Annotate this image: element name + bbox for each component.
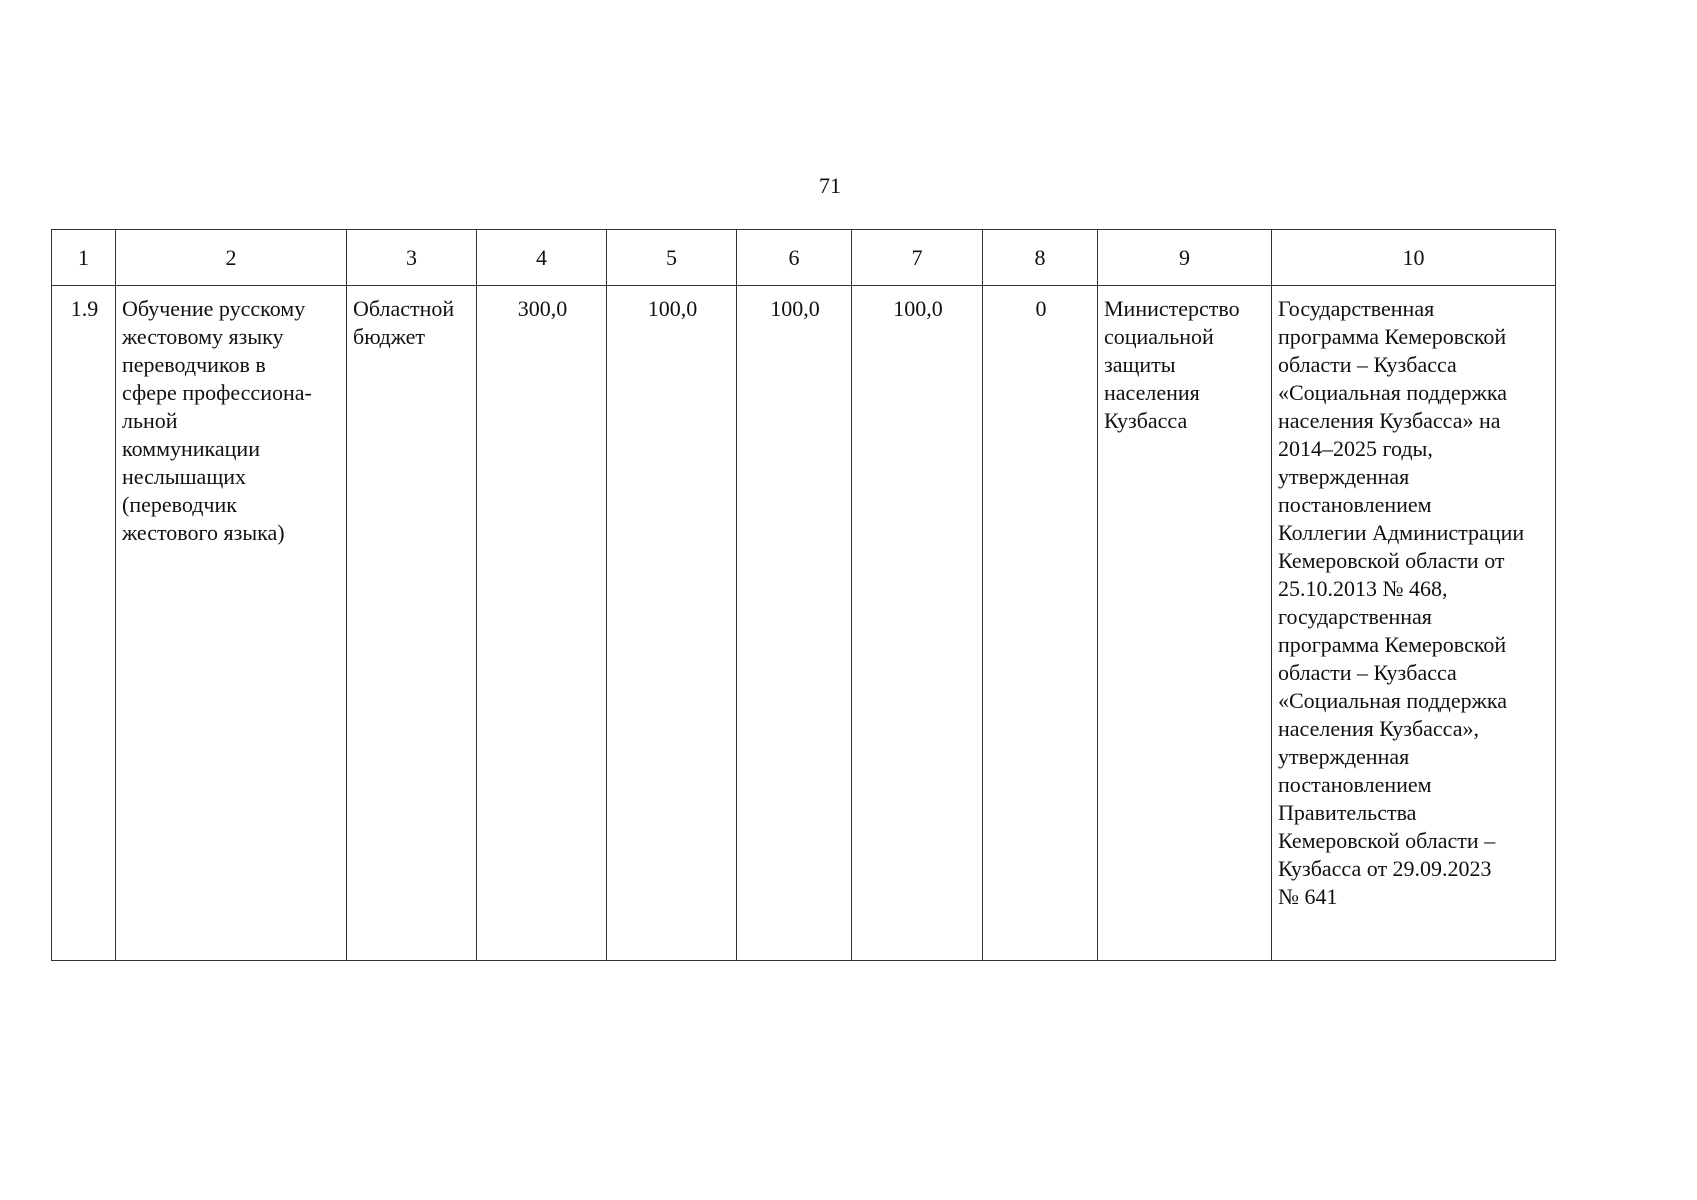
value-6-cell: 100,0	[737, 286, 852, 961]
column-header-9: 9	[1098, 230, 1272, 286]
total-cell: 300,0	[477, 286, 607, 961]
document-table	[51, 229, 1556, 961]
column-header-5: 5	[607, 230, 737, 286]
column-header-10: 10	[1272, 230, 1556, 286]
column-header-3: 3	[347, 230, 477, 286]
value-5-cell: 100,0	[607, 286, 737, 961]
funding-source-cell: Областной бюджет	[347, 286, 477, 961]
column-header-7: 7	[852, 230, 983, 286]
column-header-6: 6	[737, 230, 852, 286]
column-header-2: 2	[116, 230, 347, 286]
executor-cell: Министерство социальной защиты населения Кузбасса	[1098, 286, 1272, 961]
value-8-cell: 0	[983, 286, 1098, 961]
value-7-cell: 100,0	[852, 286, 983, 961]
column-header-4: 4	[477, 230, 607, 286]
item-number-cell: 1.9	[52, 286, 116, 961]
table-row	[52, 286, 1556, 961]
column-header-1: 1	[52, 230, 116, 286]
page-number: 71	[819, 173, 841, 198]
table-header-row	[52, 230, 1556, 286]
basis-cell: Государственная программа Кемеровской области – Кузбасса «Социальная поддержка населения Кузбасса» на 2014–2025 годы, утвержденная постановлением Коллегии Администрации Кемеровской области от 25.10.2013 № 468, государственная программа Кемеровской области – Кузбасса «Социальная поддержка населения Кузбасса», утвержденная постановлением Правительства Кемеровской области – Кузбасса от 29.09.2023 № 641	[1272, 286, 1556, 961]
column-header-8: 8	[983, 230, 1098, 286]
description-cell: Обучение русскому жестовому языку переводчиков в сфере профессиона- льной коммуникации неслышащих (переводчик жестового языка)	[116, 286, 347, 961]
